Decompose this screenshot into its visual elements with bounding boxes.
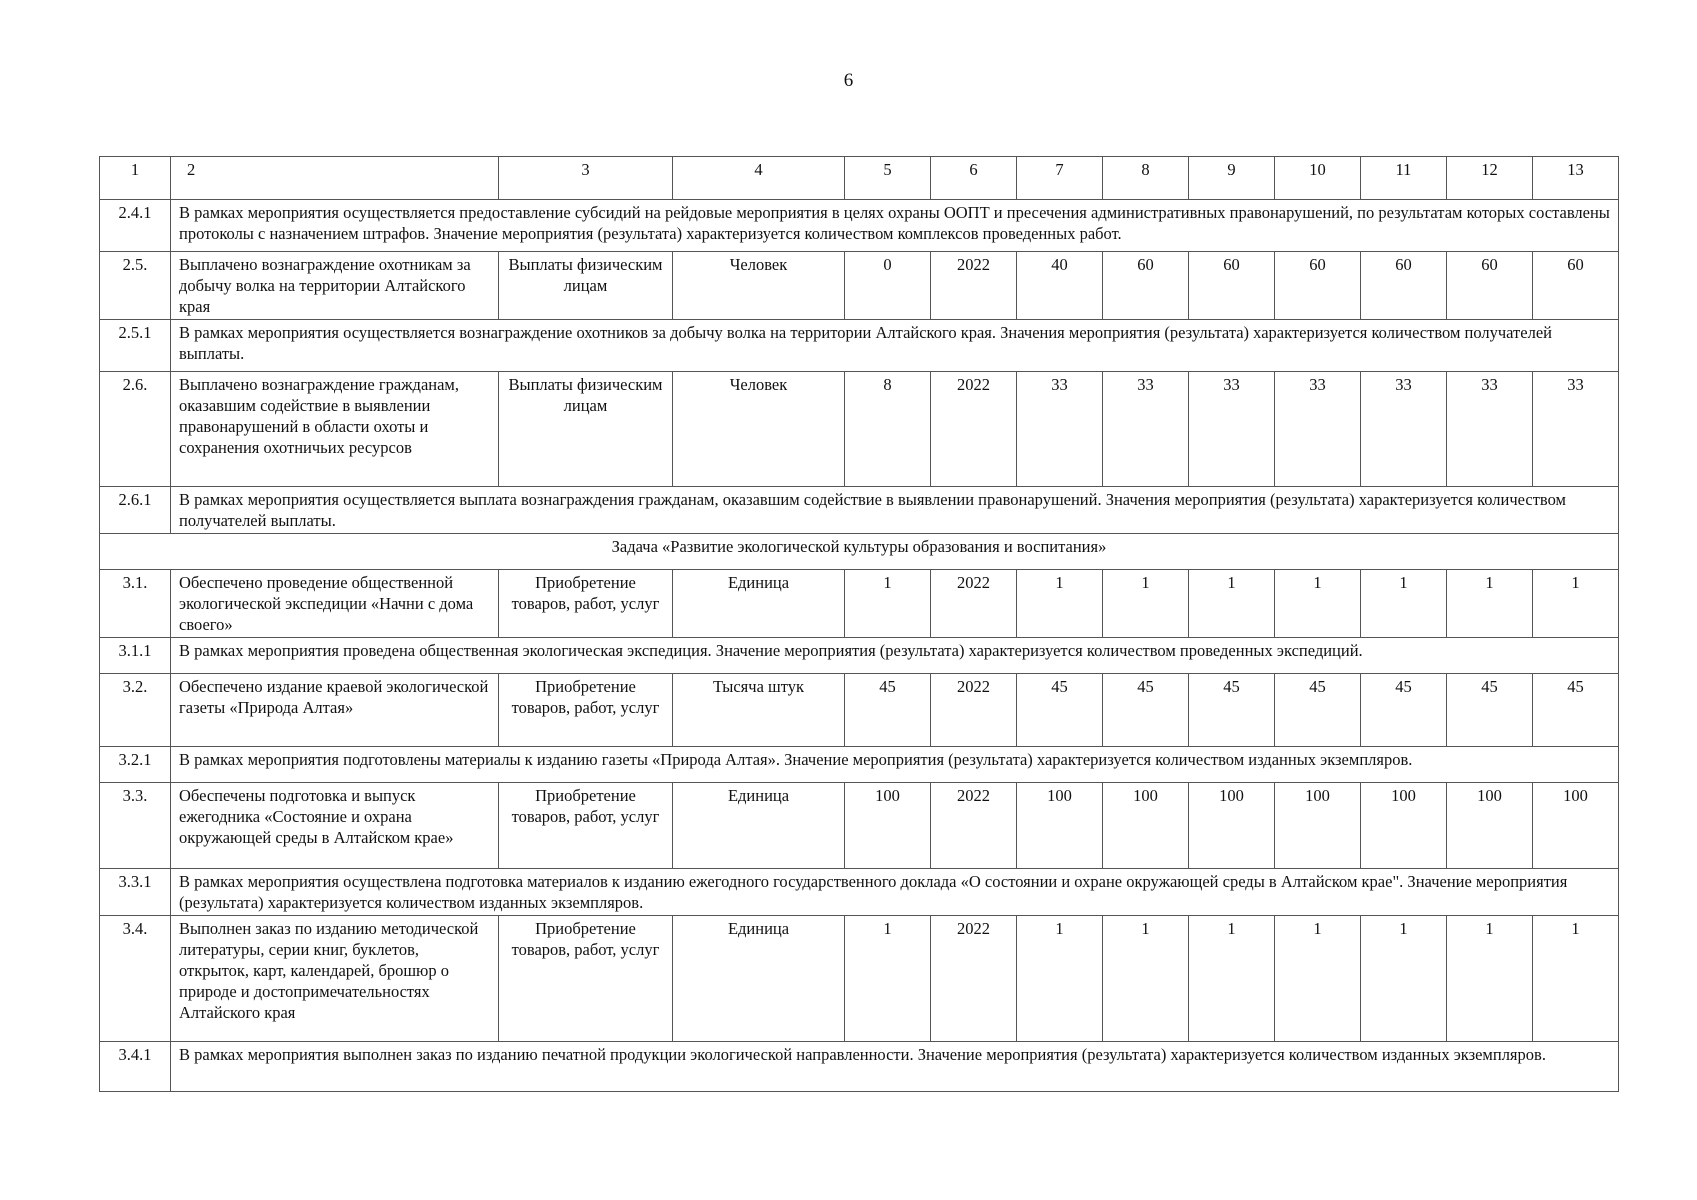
expense-type: Приобретение товаров, работ, услуг xyxy=(499,783,673,869)
description-row xyxy=(100,200,1619,252)
value-cell: 1 xyxy=(1017,916,1103,1042)
header-cell: 5 xyxy=(845,157,931,200)
header-cell: 1 xyxy=(100,157,171,200)
expense-type: Приобретение товаров, работ, услуг xyxy=(499,674,673,747)
indicator-name: Обеспечены подготовка и выпуск ежегодника «Состояние и охрана окружающей среды в Алтайском крае» xyxy=(171,783,499,869)
unit-of-measure: Тысяча штук xyxy=(673,674,845,747)
value-cell: 1 xyxy=(1447,570,1533,638)
description-row xyxy=(100,638,1619,674)
value-cell: 0 xyxy=(845,252,931,320)
description-text: В рамках мероприятия осуществлена подготовка материалов к изданию ежегодного государственного доклада «О состоянии и охране окружающей среды в Алтайском крае". Значение мероприятия (результата) характеризуется количеством изданных экземпляров. xyxy=(171,869,1619,916)
description-text: В рамках мероприятия проведена общественная экологическая экспедиция. Значение мероприятия (результата) характеризуется количеством проведенных экспедиций. xyxy=(171,638,1619,674)
description-text: В рамках мероприятия осуществляется выплата вознаграждения гражданам, оказавшим содействие в выявлении правонарушений. Значения мероприятия (результата) характеризуется количеством получателей выплаты. xyxy=(171,487,1619,534)
row-number: 3.4. xyxy=(100,916,171,1042)
task-title: Задача «Развитие экологической культуры образования и воспитания» xyxy=(100,534,1619,570)
value-cell: 1 xyxy=(845,916,931,1042)
row-number: 2.6.1 xyxy=(100,487,171,534)
row-number: 3.1.1 xyxy=(100,638,171,674)
value-cell: 1 xyxy=(1447,916,1533,1042)
value-cell: 33 xyxy=(1103,372,1189,487)
value-cell: 2022 xyxy=(931,252,1017,320)
value-cell: 60 xyxy=(1533,252,1619,320)
value-cell: 1 xyxy=(1361,916,1447,1042)
value-cell: 2022 xyxy=(931,783,1017,869)
row-number: 2.4.1 xyxy=(100,200,171,252)
header-cell: 12 xyxy=(1447,157,1533,200)
indicator-row xyxy=(100,674,1619,747)
indicator-row xyxy=(100,783,1619,869)
row-number: 2.6. xyxy=(100,372,171,487)
row-number: 3.2.1 xyxy=(100,747,171,783)
row-number: 3.2. xyxy=(100,674,171,747)
value-cell: 1 xyxy=(1533,570,1619,638)
header-cell: 8 xyxy=(1103,157,1189,200)
expense-type: Приобретение товаров, работ, услуг xyxy=(499,570,673,638)
description-text: В рамках мероприятия подготовлены материалы к изданию газеты «Природа Алтая». Значение мероприятия (результата) характеризуется количеством изданных экземпляров. xyxy=(171,747,1619,783)
value-cell: 100 xyxy=(1017,783,1103,869)
header-cell: 3 xyxy=(499,157,673,200)
value-cell: 100 xyxy=(845,783,931,869)
indicators-table xyxy=(99,156,1619,1092)
value-cell: 33 xyxy=(1447,372,1533,487)
description-row xyxy=(100,320,1619,372)
value-cell: 60 xyxy=(1275,252,1361,320)
value-cell: 2022 xyxy=(931,372,1017,487)
header-cell: 6 xyxy=(931,157,1017,200)
value-cell: 1 xyxy=(1361,570,1447,638)
page-number: 6 xyxy=(843,70,854,91)
unit-of-measure: Единица xyxy=(673,916,845,1042)
indicator-name: Обеспечено проведение общественной экологической экспедиции «Начни с дома своего» xyxy=(171,570,499,638)
value-cell: 45 xyxy=(1189,674,1275,747)
unit-of-measure: Единица xyxy=(673,783,845,869)
value-cell: 45 xyxy=(1447,674,1533,747)
value-cell: 100 xyxy=(1189,783,1275,869)
value-cell: 1 xyxy=(1275,916,1361,1042)
unit-of-measure: Человек xyxy=(673,372,845,487)
row-number: 2.5.1 xyxy=(100,320,171,372)
value-cell: 1 xyxy=(1103,916,1189,1042)
description-text: В рамках мероприятия осуществляется предоставление субсидий на рейдовые мероприятия в целях охраны ООПТ и пресечения административных правонарушений, по результатам которых составлены протоколы с назначением штрафов. Значение мероприятия (результата) характеризуется количеством комплексов проведенных работ. xyxy=(171,200,1619,252)
value-cell: 100 xyxy=(1533,783,1619,869)
value-cell: 8 xyxy=(845,372,931,487)
indicator-row xyxy=(100,570,1619,638)
description-row xyxy=(100,747,1619,783)
header-cell: 2 xyxy=(171,157,499,200)
value-cell: 60 xyxy=(1447,252,1533,320)
header-cell: 10 xyxy=(1275,157,1361,200)
header-cell: 11 xyxy=(1361,157,1447,200)
indicator-row xyxy=(100,916,1619,1042)
row-number: 3.3. xyxy=(100,783,171,869)
value-cell: 45 xyxy=(1361,674,1447,747)
value-cell: 2022 xyxy=(931,674,1017,747)
value-cell: 33 xyxy=(1189,372,1275,487)
description-row xyxy=(100,869,1619,916)
unit-of-measure: Единица xyxy=(673,570,845,638)
value-cell: 2022 xyxy=(931,916,1017,1042)
row-number: 3.1. xyxy=(100,570,171,638)
header-cell: 9 xyxy=(1189,157,1275,200)
header-cell: 13 xyxy=(1533,157,1619,200)
indicator-name: Обеспечено издание краевой экологической газеты «Природа Алтая» xyxy=(171,674,499,747)
header-row xyxy=(100,157,1619,200)
value-cell: 33 xyxy=(1533,372,1619,487)
value-cell: 1 xyxy=(1103,570,1189,638)
indicator-row xyxy=(100,372,1619,487)
row-number: 2.5. xyxy=(100,252,171,320)
description-text: В рамках мероприятия выполнен заказ по изданию печатной продукции экологической направленности. Значение мероприятия (результата) характеризуется количеством изданных экземпляров. xyxy=(171,1042,1619,1092)
value-cell: 1 xyxy=(1189,916,1275,1042)
value-cell: 100 xyxy=(1103,783,1189,869)
row-number: 3.3.1 xyxy=(100,869,171,916)
value-cell: 1 xyxy=(1017,570,1103,638)
value-cell: 45 xyxy=(845,674,931,747)
description-row xyxy=(100,487,1619,534)
value-cell: 60 xyxy=(1361,252,1447,320)
header-cell: 7 xyxy=(1017,157,1103,200)
header-cell: 4 xyxy=(673,157,845,200)
description-row xyxy=(100,1042,1619,1092)
value-cell: 60 xyxy=(1103,252,1189,320)
indicator-name: Выплачено вознаграждение гражданам, оказавшим содействие в выявлении правонарушений в области охоты и сохранения охотничьих ресурсов xyxy=(171,372,499,487)
value-cell: 1 xyxy=(1275,570,1361,638)
value-cell: 1 xyxy=(1189,570,1275,638)
value-cell: 100 xyxy=(1275,783,1361,869)
value-cell: 33 xyxy=(1275,372,1361,487)
value-cell: 33 xyxy=(1361,372,1447,487)
unit-of-measure: Человек xyxy=(673,252,845,320)
description-text: В рамках мероприятия осуществляется вознаграждение охотников за добычу волка на территории Алтайского края. Значения мероприятия (результата) характеризуется количеством получателей выплаты. xyxy=(171,320,1619,372)
value-cell: 40 xyxy=(1017,252,1103,320)
indicator-name: Выполнен заказ по изданию методической литературы, серии книг, буклетов, открыток, карт, календарей, брошюр о природе и достопримечательностях Алтайского края xyxy=(171,916,499,1042)
indicator-row xyxy=(100,252,1619,320)
value-cell: 100 xyxy=(1447,783,1533,869)
indicator-name: Выплачено вознаграждение охотникам за добычу волка на территории Алтайского края xyxy=(171,252,499,320)
value-cell: 1 xyxy=(845,570,931,638)
value-cell: 100 xyxy=(1361,783,1447,869)
value-cell: 45 xyxy=(1103,674,1189,747)
expense-type: Выплаты физическим лицам xyxy=(499,372,673,487)
value-cell: 60 xyxy=(1189,252,1275,320)
value-cell: 33 xyxy=(1017,372,1103,487)
row-number: 3.4.1 xyxy=(100,1042,171,1092)
expense-type: Выплаты физическим лицам xyxy=(499,252,673,320)
value-cell: 2022 xyxy=(931,570,1017,638)
value-cell: 1 xyxy=(1533,916,1619,1042)
value-cell: 45 xyxy=(1275,674,1361,747)
value-cell: 45 xyxy=(1533,674,1619,747)
task-row xyxy=(100,534,1619,570)
value-cell: 45 xyxy=(1017,674,1103,747)
expense-type: Приобретение товаров, работ, услуг xyxy=(499,916,673,1042)
